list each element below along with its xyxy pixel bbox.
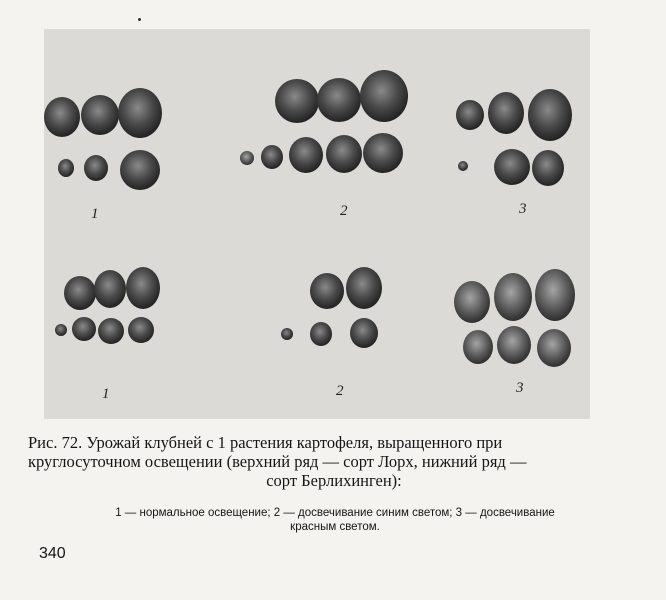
figure-caption	[28, 433, 640, 490]
tuber	[81, 95, 119, 135]
tuber	[64, 276, 96, 310]
tuber	[98, 318, 124, 344]
tuber	[363, 133, 403, 173]
tuber	[55, 324, 67, 336]
caption-line: круглосуточном освещении (верхний ряд — сорт Лорх, нижний ряд —	[28, 452, 527, 471]
legend-line: 1 — нормальное освещение; 2 — досвечивание синим светом; 3 — досвечивание	[115, 507, 555, 519]
tuber	[310, 322, 332, 346]
tuber	[94, 270, 126, 308]
tuber	[454, 281, 490, 323]
tuber	[84, 155, 108, 181]
print-speck	[138, 18, 141, 21]
panel-label: 3	[516, 380, 524, 396]
tuber	[317, 78, 361, 122]
panel-label: 1	[91, 206, 99, 222]
panel-1-top-tubers	[44, 88, 162, 190]
tuber	[120, 150, 160, 190]
page-number: 340	[39, 545, 66, 562]
panel-label: 2	[340, 203, 348, 219]
tuber	[310, 273, 344, 309]
caption-line: сорт Берлихинген):	[266, 471, 402, 490]
figure-legend	[40, 506, 630, 534]
tuber	[118, 88, 162, 138]
tuber	[494, 273, 532, 321]
tuber	[463, 330, 493, 364]
panel-label: 2	[336, 383, 344, 399]
tuber	[326, 135, 362, 173]
tuber-photo-drawing	[44, 29, 590, 419]
tuber	[458, 161, 468, 171]
tuber	[44, 97, 80, 137]
panel-label: 3	[519, 201, 527, 217]
tuber	[497, 326, 531, 364]
tuber	[58, 159, 74, 177]
tuber	[494, 149, 530, 185]
tuber	[535, 269, 575, 321]
panel-3-bottom-tubers	[454, 269, 575, 367]
tuber	[488, 92, 524, 134]
panel-1-bottom-tubers	[55, 267, 160, 344]
tuber-photograph	[44, 29, 590, 419]
tuber	[72, 317, 96, 341]
tuber	[537, 329, 571, 367]
panel-3-top-tubers	[456, 89, 572, 186]
panel-label: 1	[102, 386, 110, 402]
caption-line: Рис. 72. Урожай клубней с 1 растения картофеля, выращенного при	[28, 433, 503, 452]
legend-line: красным светом.	[290, 521, 380, 533]
tuber	[281, 328, 293, 340]
tuber	[261, 145, 283, 169]
tuber	[456, 100, 484, 130]
panel-2-bottom-tubers	[281, 267, 382, 348]
tuber	[350, 318, 378, 348]
tuber	[128, 317, 154, 343]
tuber	[275, 79, 319, 123]
tuber	[346, 267, 382, 309]
tuber	[240, 151, 254, 165]
panel-2-top-tubers	[240, 70, 408, 173]
tuber	[528, 89, 572, 141]
tuber	[532, 150, 564, 186]
tuber	[126, 267, 160, 309]
tuber	[289, 137, 323, 173]
tuber	[360, 70, 408, 122]
